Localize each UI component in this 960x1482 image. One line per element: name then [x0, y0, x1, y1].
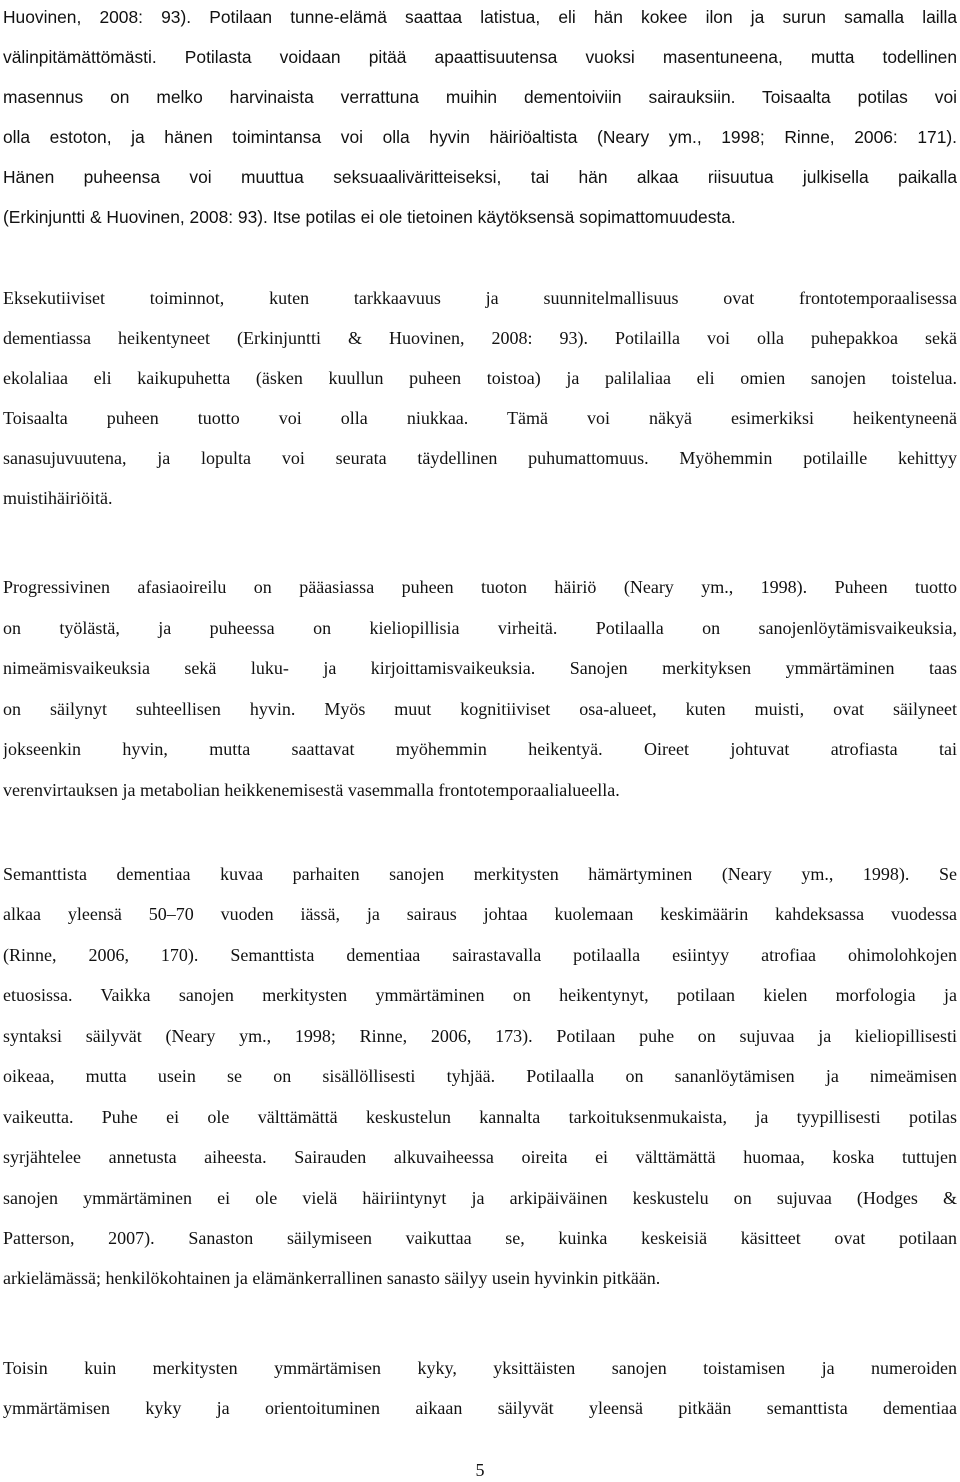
text-line: sanojen ymmärtäminen ei ole vielä häiriintynyt ja arkipäiväinen keskustelu on sujuvaa (Hodges & — [3, 1188, 957, 1208]
text-line: oikeaa, mutta usein se on sisällöllisesti tyhjää. Potilaalla on sananlöytämisen ja nimeämisen — [3, 1066, 957, 1086]
text-line: muistihäiriöitä. — [3, 488, 113, 508]
text-line: sanasujuvuutena, ja lopulta voi seurata täydellinen puhumattomuus. Myöhemmin potilaille kehittyy — [3, 448, 957, 468]
text-line: (Rinne, 2006, 170). Semanttista dementiaa sairastavalla potilaalla esiintyy atrofiaa ohimolohkojen — [3, 945, 957, 965]
text-line: syrjähtelee annetusta aiheesta. Sairauden alkuvaiheessa oireita ei välttämättä huomaa, koska tuttujen — [3, 1147, 957, 1167]
text-line: etuosissa. Vaikka sanojen merkitysten ymmärtäminen on heikentynyt, potilaan kielen morfologia ja — [3, 985, 957, 1005]
text-line: masennus on melko harvinaista verrattuna muihin dementoiviin sairauksiin. Toisaalta potilas voi — [3, 87, 957, 107]
text-line: ymmärtämisen kyky ja orientoituminen aikaan säilyvät yleensä pitkään semanttista dementiaa — [3, 1398, 957, 1418]
text-line: on säilynyt suhteellisen hyvin. Myös muut kognitiiviset osa-alueet, kuten muisti, ovat säilyneet — [3, 699, 957, 719]
text-line: ekolaliaa eli kaikupuhetta (äsken kuullun puheen toistoa) ja palilaliaa eli omien sanojen toistelua. — [3, 368, 957, 388]
text-line: Huovinen, 2008: 93). Potilaan tunne-elämä saattaa latistua, eli hän kokee ilon ja surun samalla lailla — [3, 7, 957, 27]
text-line: Hänen puheensa voi muuttua seksuaaliväritteiseksi, tai hän alkaa riisuutua julkisella paikalla — [3, 167, 957, 187]
text-line: Eksekutiiviset toiminnot, kuten tarkkaavuus ja suunnitelmallisuus ovat frontotemporaalisessa — [3, 288, 957, 308]
text-line: vaikeutta. Puhe ei ole välttämättä keskustelun kannalta tarkoituksenmukaista, ja tyypillisesti potilas — [3, 1107, 957, 1127]
text-line: Progressivinen afasiaoireilu on pääasiassa puheen tuoton häiriö (Neary ym., 1998). Puheen tuotto — [3, 577, 957, 597]
text-line: dementiassa heikentyneet (Erkinjuntti & Huovinen, 2008: 93). Potilailla voi olla puhepakkoa sekä — [3, 328, 957, 348]
text-line: alkaa yleensä 50–70 vuoden iässä, ja sairaus johtaa kuolemaan keskimäärin kahdeksassa vuodessa — [3, 904, 957, 924]
text-line: jokseenkin hyvin, mutta saattavat myöhemmin heikentyä. Oireet johtuvat atrofiasta tai — [3, 739, 957, 759]
text-line: olla estoton, ja hänen toimintansa voi olla hyvin häiriöaltista (Neary ym., 1998; Rinne, 2006: 171). — [3, 127, 957, 147]
text-line: välinpitämättömästi. Potilasta voidaan pitää apaattisuutensa vuoksi masentuneena, mutta todellinen — [3, 47, 957, 67]
text-line: Toisaalta puheen tuotto voi olla niukkaa. Tämä voi näkyä esimerkiksi heikentyneenä — [3, 408, 957, 428]
text-line: Patterson, 2007). Sanaston säilymiseen vaikuttaa se, kuinka keskeisiä käsitteet ovat potilaan — [3, 1228, 957, 1248]
text-line: arkielämässä; henkilökohtainen ja elämänkerrallinen sanasto säilyy usein hyvinkin pitkään. — [3, 1268, 661, 1288]
text-line: Toisin kuin merkitysten ymmärtämisen kyky, yksittäisten sanojen toistamisen ja numeroiden — [3, 1358, 957, 1378]
page-number: 5 — [475, 1460, 485, 1480]
text-line: syntaksi säilyvät (Neary ym., 1998; Rinne, 2006, 173). Potilaan puhe on sujuvaa ja kieliopillisesti — [3, 1026, 957, 1046]
text-line: on työlästä, ja puheessa on kieliopillisia virheitä. Potilaalla on sanojenlöytämisvaikeuksia, — [3, 618, 957, 638]
text-line: (Erkinjuntti & Huovinen, 2008: 93). Itse potilas ei ole tietoinen käytöksensä sopimattomuudesta. — [3, 207, 736, 227]
text-line: verenvirtauksen ja metabolian heikkenemisestä vasemmalla frontotemporaalialueella. — [3, 780, 620, 800]
text-line: nimeämisvaikeuksia sekä luku- ja kirjoittamisvaikeuksia. Sanojen merkityksen ymmärtäminen taas — [3, 658, 957, 678]
text-line: Semanttista dementiaa kuvaa parhaiten sanojen merkitysten hämärtyminen (Neary ym., 1998). Se — [3, 864, 957, 884]
